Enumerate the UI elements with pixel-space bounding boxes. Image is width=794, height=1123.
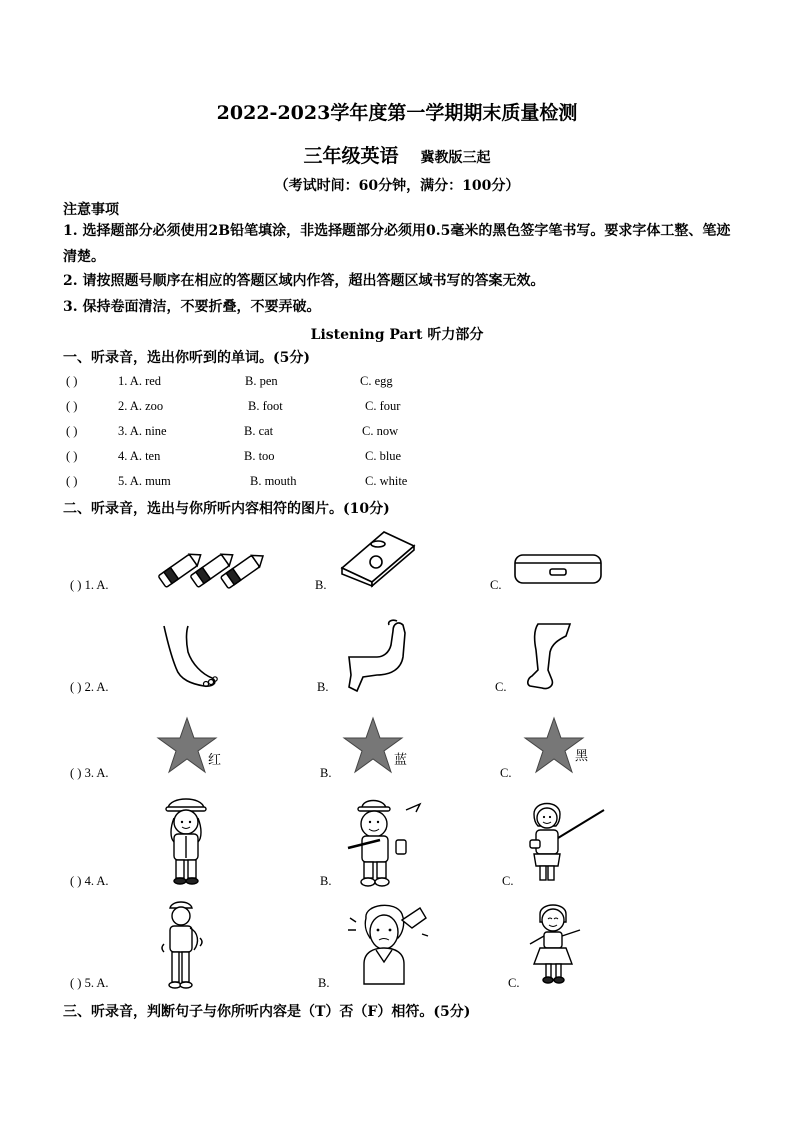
- section1-heading: 一、听录音，选出你听到的单词。(5分): [63, 350, 310, 366]
- section3-heading: 三、听录音，判断句子与你所听内容是（T）否（F）相符。(5分): [63, 1004, 471, 1020]
- answer-blank[interactable]: ( ): [66, 399, 78, 413]
- question-row: [66, 474, 171, 489]
- teacher-picture[interactable]: [530, 800, 608, 886]
- edition-label: 冀教版三起: [420, 150, 491, 166]
- question-row: [66, 399, 163, 414]
- subject-label: 三年级英语: [303, 145, 399, 167]
- crayons-picture[interactable]: [155, 544, 260, 594]
- subtitle: [0, 141, 794, 168]
- question-label: ( ) 5. A.: [70, 976, 109, 990]
- question-row: [66, 424, 167, 439]
- option-c-label: C.: [490, 578, 502, 592]
- note-item-2: 2. 请按照题号顺序在相应的答题区域内作答，超出答题区域书写的答案无效。: [63, 273, 545, 289]
- question-label: ( ) 1. A.: [70, 578, 109, 592]
- boy-magic-picture[interactable]: [340, 796, 430, 888]
- girl-cap-picture[interactable]: [160, 794, 212, 886]
- question-row: [66, 449, 160, 464]
- star-label-black: 黑: [575, 749, 589, 764]
- option-a: 3. A. nine: [118, 424, 167, 438]
- notes-heading: 注意事项: [63, 202, 119, 218]
- option-b-label: B.: [320, 766, 332, 780]
- star-label-red: 红: [208, 753, 222, 768]
- option-c: C. now: [362, 424, 399, 438]
- exam-time-info: （考试时间：60分钟，满分：100分）: [274, 178, 520, 194]
- option-b: B. too: [244, 449, 275, 463]
- leg-picture[interactable]: [522, 620, 572, 692]
- star-label-blue: 蓝: [394, 753, 408, 768]
- option-c: C. four: [365, 399, 401, 413]
- option-a: 1. A. red: [118, 374, 162, 388]
- option-c: C. white: [365, 474, 408, 488]
- option-c-label: C.: [508, 976, 520, 990]
- option-c: C. egg: [360, 374, 393, 388]
- boy-cold-picture[interactable]: [160, 898, 208, 990]
- option-c-label: C.: [495, 680, 507, 694]
- answer-blank[interactable]: ( ): [66, 374, 78, 388]
- option-b: B. pen: [245, 374, 278, 388]
- listening-part-title: Listening Part 听力部分: [310, 327, 484, 343]
- option-b: B. mouth: [250, 474, 297, 488]
- question-row: [66, 374, 161, 389]
- option-c-label: C.: [502, 874, 514, 888]
- option-a: 4. A. ten: [118, 449, 161, 463]
- woman-hot-picture[interactable]: [346, 898, 430, 986]
- option-a: 2. A. zoo: [118, 399, 164, 413]
- foot-picture[interactable]: [158, 624, 220, 690]
- note-item-1: 1. 选择题部分必须使用2B铅笔填涂，非选择题部分必须用0.5毫米的黑色签字笔书写。要求字体工整、笔迹清楚。: [63, 223, 731, 265]
- option-b-label: B.: [317, 680, 329, 694]
- note-item-3: 3. 保持卷面清洁，不要折叠，不要弄破。: [63, 299, 321, 315]
- arm-picture[interactable]: [343, 617, 407, 691]
- girl-dance-picture[interactable]: [526, 900, 586, 986]
- section2-heading: 二、听录音，选出与你所听内容相符的图片。(10分): [63, 501, 390, 517]
- question-label: ( ) 3. A.: [70, 766, 109, 780]
- option-a: 5. A. mum: [118, 474, 171, 488]
- answer-blank[interactable]: ( ): [66, 474, 78, 488]
- option-c-label: C.: [500, 766, 512, 780]
- option-b-label: B.: [318, 976, 330, 990]
- question-label: ( ) 4. A.: [70, 874, 109, 888]
- option-b: B. foot: [248, 399, 283, 413]
- answer-blank[interactable]: ( ): [66, 424, 78, 438]
- book-picture[interactable]: [338, 528, 418, 586]
- option-b-label: B.: [320, 874, 332, 888]
- question-label: ( ) 2. A.: [70, 680, 109, 694]
- option-c: C. blue: [365, 449, 402, 463]
- option-b: B. cat: [244, 424, 274, 438]
- pencil-box-picture[interactable]: [512, 549, 604, 587]
- page-title: 2022-2023学年度第一学期期末质量检测: [216, 102, 578, 124]
- answer-blank[interactable]: ( ): [66, 449, 78, 463]
- option-b-label: B.: [315, 578, 327, 592]
